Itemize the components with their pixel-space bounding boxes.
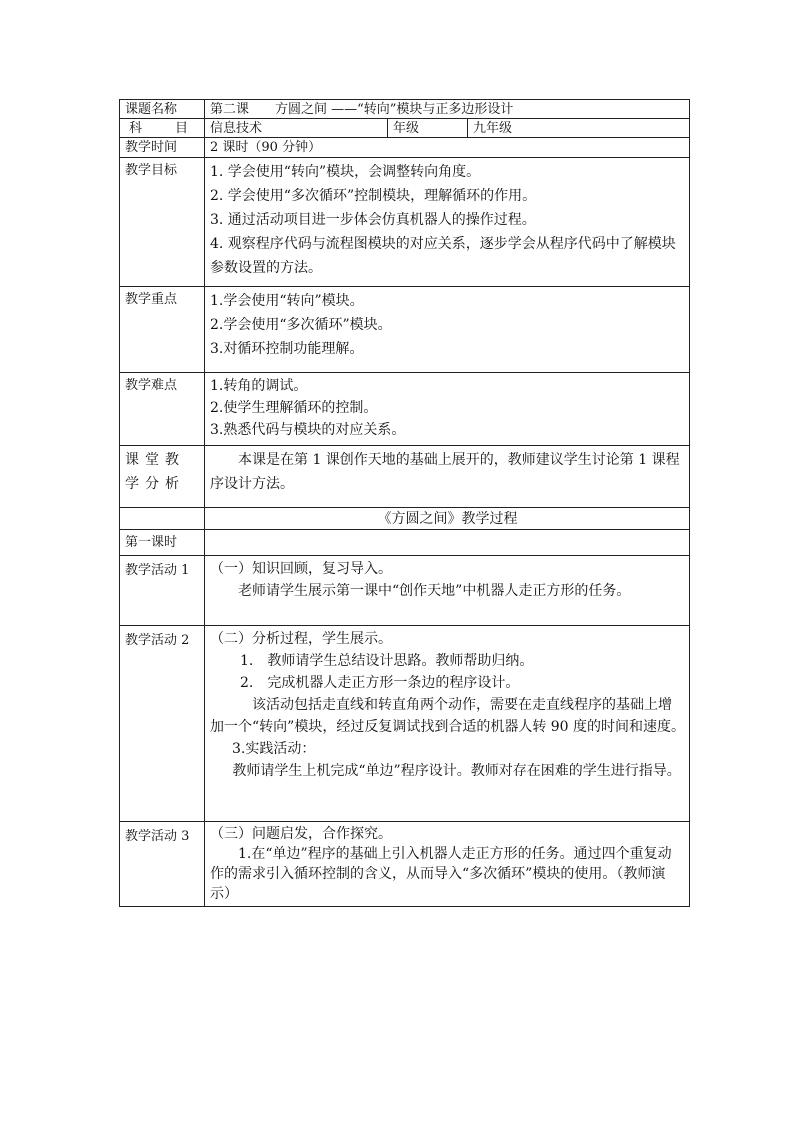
period-content: [205, 530, 690, 556]
time-row: [120, 138, 690, 158]
process-title: 《方圆之间》教学过程: [205, 508, 690, 530]
difficulty-item: 1.转角的调试。: [210, 378, 308, 394]
process-title-row: [120, 508, 690, 530]
title-label: 课题名称: [120, 100, 205, 119]
period-row: [120, 530, 690, 556]
difficulty-item: 2.使学生理解循环的控制。: [210, 400, 378, 416]
activity2-row: [120, 626, 690, 822]
goal-item: 2. 学会使用“多次循环”控制模块，理解循环的作用。: [210, 188, 537, 204]
subject-label: [120, 119, 205, 138]
grade-value: 九年级: [468, 119, 690, 138]
activity2-heading: （二）分析过程，学生展示。: [210, 631, 392, 647]
activity1-heading: （一）知识回顾，复习导入。: [210, 561, 392, 577]
activity3-row: [120, 822, 690, 907]
activity2-content: [205, 626, 690, 822]
activity3-content: [205, 822, 690, 907]
grade-label: 年级: [388, 119, 468, 138]
activity3-text: 1.在“单边”程序的基础上引入机器人走正方形的任务。通过四个重复动作的需求引入循环控制的含义，从而导入“多次循环”模块的使用。（教师演示）: [210, 846, 672, 902]
key-points-content: [205, 287, 690, 373]
activity2-desc: 该活动包括走直线和转直角两个动作，需要在走直线程序的基础上增加一个“转向”模块，经过反复调试找到合适的机器人转 90 度的时间和速度。: [210, 697, 686, 735]
key-point-item: 2.学会使用“多次循环”模块。: [210, 317, 392, 333]
subject-label-part1: 科: [129, 121, 143, 136]
activity1-row: [120, 556, 690, 626]
activity2-label: 教学活动 2: [120, 626, 205, 822]
activity3-heading: （三）问题启发，合作探究。: [210, 826, 392, 842]
analysis-content: 本课是在第 1 课创作天地的基础上展开的，教师建议学生讨论第 1 课程序设计方法。: [205, 446, 690, 508]
difficulties-row: [120, 373, 690, 446]
goal-item: 3. 通过活动项目进一步体会仿真机器人的操作过程。: [210, 212, 536, 228]
activity3-label: 教学活动 3: [120, 822, 205, 907]
period-label: 第一课时: [120, 530, 205, 556]
activity2-step2: 2. 完成机器人走正方形一条边的程序设计。: [240, 675, 520, 691]
difficulties-content: [205, 373, 690, 446]
difficulty-item: 3.熟悉代码与模块的对应关系。: [210, 422, 406, 438]
subject-row: [120, 119, 690, 138]
activity2-step1: 1. 教师请学生总结设计思路。教师帮助归纳。: [240, 653, 534, 669]
analysis-row: [120, 446, 690, 508]
difficulties-label: 教学难点: [120, 373, 205, 446]
activity1-content: [205, 556, 690, 626]
analysis-label: 课堂教学分析: [120, 446, 205, 508]
subject-label-part2: 目: [174, 121, 188, 136]
goal-item: 1. 学会使用“转向”模块，会调整转向角度。: [210, 164, 481, 180]
goals-content: [205, 158, 690, 287]
activity1-text: 老师请学生展示第一课中“创作天地”中机器人走正方形的任务。: [238, 583, 631, 599]
goals-row: [120, 158, 690, 287]
empty-cell: [120, 508, 205, 530]
activity2-practice: 教师请学生上机完成“单边”程序设计。教师对存在困难的学生进行指导。: [232, 763, 681, 779]
activity2-step3: 3.实践活动：: [232, 741, 316, 757]
title-value: 第二课 方圆之间 ——“转向”模块与正多边形设计: [205, 100, 690, 119]
activity1-label: 教学活动 1: [120, 556, 205, 626]
time-label: 教学时间: [120, 138, 205, 158]
key-points-row: [120, 287, 690, 373]
key-point-item: 1.学会使用“转向”模块。: [210, 293, 364, 309]
key-points-label: 教学重点: [120, 287, 205, 373]
goal-item: 4. 观察程序代码与流程图模块的对应关系，逐步学会从程序代码中了解模块参数设置的方法。: [210, 236, 676, 276]
key-point-item: 3.对循环控制功能理解。: [210, 341, 364, 357]
time-value: 2 课时（90 分钟）: [205, 138, 690, 158]
goals-label: 教学目标: [120, 158, 205, 287]
lesson-plan-table: [119, 99, 690, 907]
title-row: [120, 100, 690, 119]
subject-value: 信息技术: [205, 119, 388, 138]
